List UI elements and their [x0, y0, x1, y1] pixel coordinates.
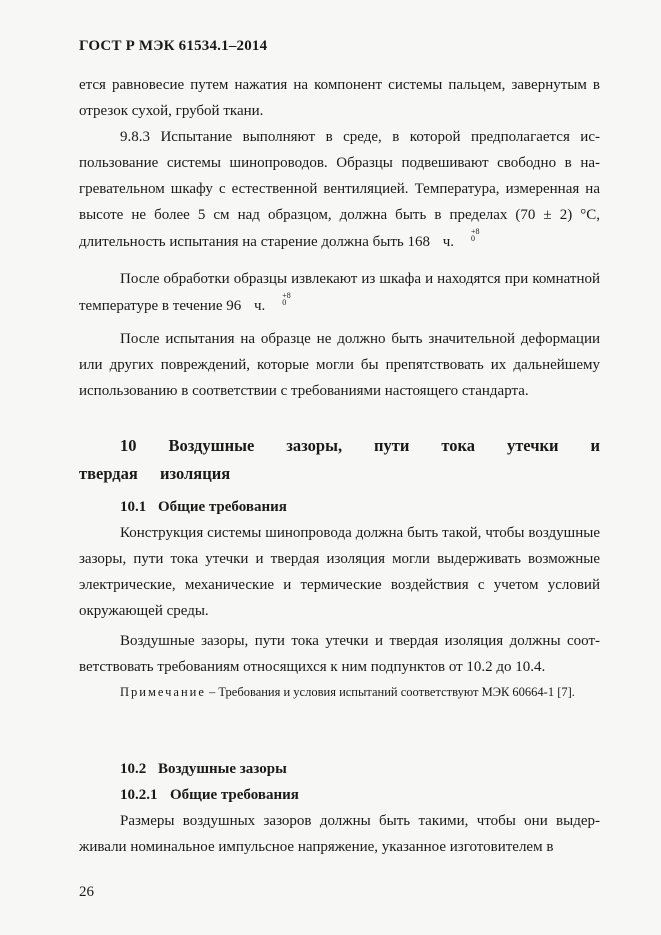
paragraph-9-8-3-text: 9.8.3 Испытание выполняют в среде, в которой предполагается использование системы шинопроводов. Образцы подвешивают свободно в нагревательном шкафу с естественной вентиляцией. Температура, измеренная на высоте не более 5 см над образцом, должна быть в пределах (70 ± 2) °С, длительность испытания на старение должна быть 168	[79, 129, 600, 250]
paragraph-9-8-3: 9.8.3 Испытание выполняют в среде, в которой предполагается использование системы шинопроводов. Образцы подвешивают свободно в нагревательном шкафу с естественной вентиляцией. Температура, измеренная на высоте не более 5 см над образцом, должна быть в пределах (70 ± 2) °С, длительность испытания на старение должна быть 168 $^{+8 0}$ ч.	[79, 129, 600, 250]
note-label: Примечание	[120, 685, 206, 699]
paragraph-after-test: После испытания на образце не должно быть значительной деформации или других повреждений, которые могли бы препятствовать их дальнейшему использованию в соответствии с требованиями настоящего стандарта.	[79, 331, 600, 399]
tolerance-168: +8 0	[470, 227, 480, 243]
subsection-10-2-title: Воздушные зазоры	[158, 761, 287, 777]
paragraph-clearance-sizes: Размеры воздушных зазоров должны быть такими, чтобы они выдерживали номинальное импульсное напряжение, указанное изготовителем в	[79, 813, 600, 855]
subsection-10-2-number: 10.2	[120, 761, 147, 777]
paragraph-construction: Конструкция системы шинопровода должна быть такой, чтобы воздушные зазоры, пути тока утечки и твердая изоляция могли выдерживать возможные электрические, механические и термические воздействия с учетом условий окружающей среды.	[79, 525, 600, 619]
paragraph-after-treatment: После обработки образцы извлекают из шкафа и находятся при комнатной температуре в течение 96 $^{+8 0}$ ч.	[79, 271, 600, 314]
paragraph-clearances: Воздушные зазоры, пути тока утечки и твердая изоляция должны соответствовать требованиям относящихся к ним подпунктов от 10.2 до 10.4.	[79, 633, 600, 675]
subsection-10-2-heading	[79, 756, 641, 782]
note-text: – Требования и условия испытаний соответствуют МЭК 60664-1 [7].	[205, 685, 575, 699]
paragraph-after-treatment-text: После обработки образцы извлекают из шкафа и находятся при комнатной температуре в течение 96	[79, 271, 600, 314]
subsection-10-1-heading	[79, 494, 641, 520]
tolerance-96: +8 0	[282, 291, 291, 307]
note	[79, 680, 600, 705]
subsection-10-2-1-title: Общие требования	[170, 787, 299, 803]
subsection-10-1-title: Общие требования	[158, 499, 287, 515]
section-10-heading: 10 Воздушные зазоры, пути тока утечки и твердая изоляция	[79, 436, 600, 483]
document-header: ГОСТ Р МЭК 61534.1–2014	[79, 38, 268, 54]
subsection-10-2-1-heading	[79, 782, 641, 808]
subsection-10-1-number: 10.1	[120, 499, 147, 515]
subsection-10-2-1-number: 10.2.1	[120, 787, 158, 803]
page-number: 26	[79, 884, 94, 900]
paragraph-continuation: ется равновесие путем нажатия на компонент системы пальцем, завернутым в отрезок сухой, грубой ткани.	[79, 77, 600, 119]
